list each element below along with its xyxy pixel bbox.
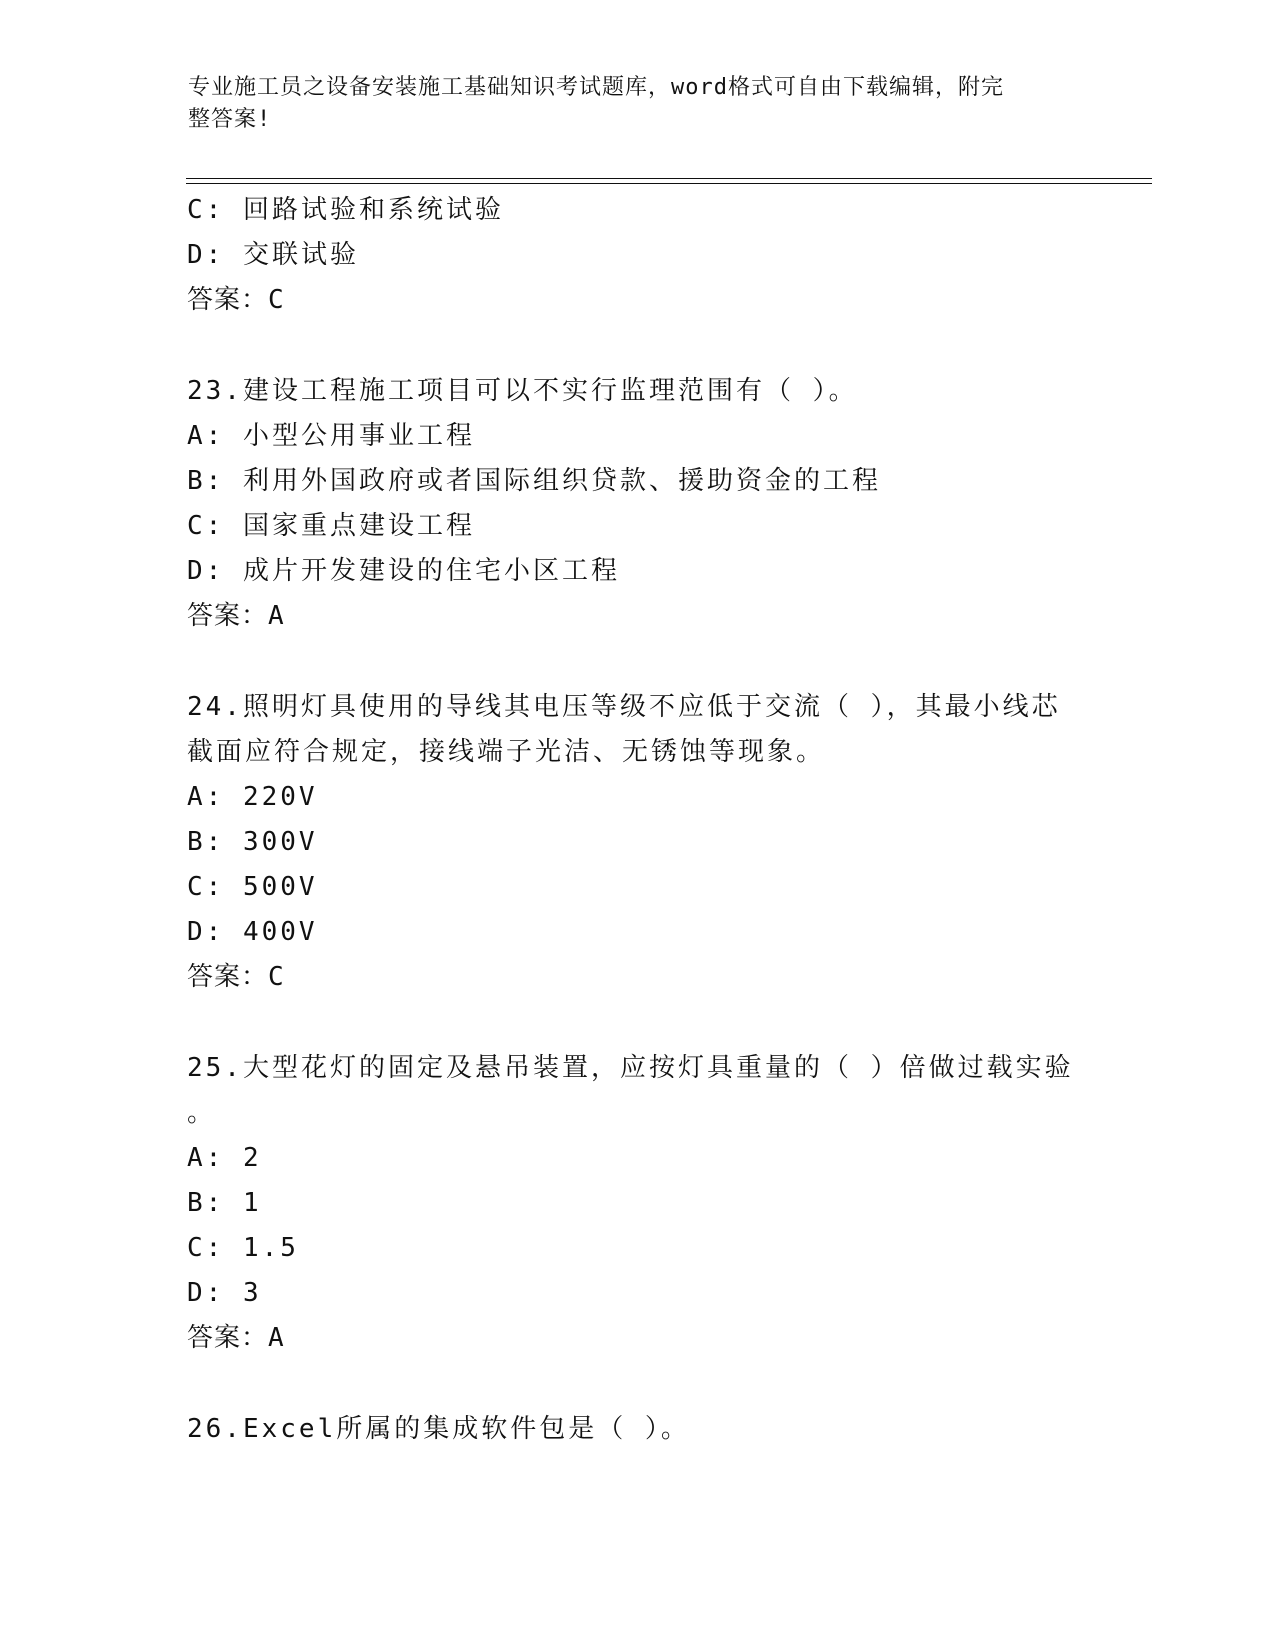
q24-question-line1: 24.照明灯具使用的导线其电压等级不应低于交流（ ），其最小线芯 [187, 692, 1061, 722]
q26-question: 26.Excel所属的集成软件包是（ ）。 [187, 1414, 690, 1444]
q24-option-a: A: 220V [187, 782, 318, 812]
question-23-block [187, 369, 1087, 639]
question-24-block [187, 685, 1087, 1000]
q23-option-c: C: 国家重点建设工程 [187, 511, 475, 541]
q25-question-line2: 。 [187, 1098, 217, 1128]
spacer [187, 1000, 1087, 1046]
spacer [187, 639, 1087, 685]
q24-answer: 答案：C [187, 962, 285, 992]
question-list [187, 188, 1087, 1452]
q25-option-a: A: 2 [187, 1143, 262, 1173]
q25-question-line1: 25.大型花灯的固定及悬吊装置，应按灯具重量的（ ）倍做过载实验 [187, 1053, 1074, 1083]
q23-answer: 答案：A [187, 601, 285, 631]
q25-answer: 答案：A [187, 1323, 285, 1353]
q24-option-d: D: 400V [187, 917, 318, 947]
q24-option-b: B: 300V [187, 827, 318, 857]
document-header [188, 72, 1068, 136]
q22-option-c: C: 回路试验和系统试验 [187, 195, 504, 225]
q23-option-d: D: 成片开发建设的住宅小区工程 [187, 556, 620, 586]
header-divider-top [186, 178, 1152, 179]
q22-answer: 答案：C [187, 285, 285, 315]
header-divider-bottom [186, 183, 1152, 184]
question-22-block [187, 188, 1087, 323]
q24-question-line2: 截面应符合规定，接线端子光洁、无锈蚀等现象。 [187, 737, 826, 767]
spacer [187, 323, 1087, 369]
q25-option-c: C: 1.5 [187, 1233, 299, 1263]
q22-option-d: D: 交联试验 [187, 240, 359, 270]
spacer [187, 1361, 1087, 1407]
header-title-line2: 整答案! [188, 107, 272, 132]
question-25-block [187, 1046, 1087, 1361]
q25-option-d: D: 3 [187, 1278, 262, 1308]
q25-option-b: B: 1 [187, 1188, 262, 1218]
q23-option-b: B: 利用外国政府或者国际组织贷款、援助资金的工程 [187, 466, 881, 496]
q23-option-a: A: 小型公用事业工程 [187, 421, 475, 451]
q23-question: 23.建设工程施工项目可以不实行监理范围有（ ）。 [187, 376, 858, 406]
q24-option-c: C: 500V [187, 872, 318, 902]
header-title-line1: 专业施工员之设备安装施工基础知识考试题库，word格式可自由下载编辑，附完 [188, 75, 1004, 100]
question-26-block [187, 1407, 1087, 1452]
